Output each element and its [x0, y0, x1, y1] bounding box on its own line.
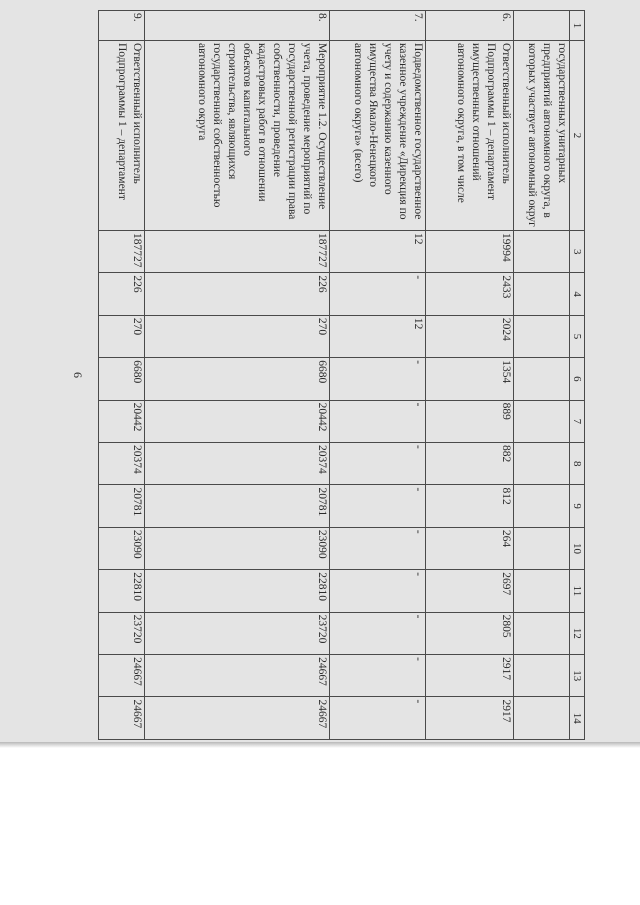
cell-value: 270 — [99, 315, 145, 357]
cell-value: 270 — [145, 315, 330, 357]
cell-value — [514, 443, 570, 485]
cell-value: 22810 — [99, 570, 145, 612]
table-row — [426, 11, 514, 740]
cell-value: - — [330, 443, 426, 485]
column-header: 12 — [570, 612, 585, 654]
cell-value: - — [330, 400, 426, 442]
cell-value: - — [330, 697, 426, 740]
cell-value — [514, 231, 570, 273]
cell-value: 2917 — [426, 697, 514, 740]
cell-value: 1354 — [426, 358, 514, 400]
table-row — [514, 11, 570, 740]
page-number: 6 — [71, 372, 85, 378]
cell-value: 20781 — [99, 485, 145, 527]
cell-value — [514, 273, 570, 315]
cell-value: 12 — [330, 231, 426, 273]
cell-value — [514, 655, 570, 697]
cell-value: 24667 — [145, 655, 330, 697]
column-header: 9 — [570, 485, 585, 527]
cell-value: 12 — [330, 315, 426, 357]
cell-value: 23720 — [145, 612, 330, 654]
paper-edge-shadow — [0, 742, 640, 748]
column-header: 1 — [570, 11, 585, 41]
column-header: 13 — [570, 655, 585, 697]
cell-value: 19994 — [426, 231, 514, 273]
cell-value: 187727 — [99, 231, 145, 273]
cell-value: - — [330, 527, 426, 569]
cell-value — [514, 527, 570, 569]
row-name: Ответственный исполнитель Подпрограммы 1 – департамент — [99, 41, 145, 231]
cell-value: - — [330, 655, 426, 697]
column-header: 14 — [570, 697, 585, 740]
row-name: Мероприятие 1.2. Осуществление учета, проведение мероприятий по государственной регистрации права собственности, проведение кадастровых работ в отношении объектов капитального строительства, являющихся государственной собственностью автономного округа — [145, 41, 330, 231]
column-header: 7 — [570, 400, 585, 442]
row-number: 6. — [426, 11, 514, 41]
row-name: Ответственный исполнитель Подпрограммы 1 – департамент имущественных отношений автономного округа, в том числе — [426, 41, 514, 231]
table-row — [99, 11, 145, 740]
table-row — [145, 11, 330, 740]
row-number: 7. — [330, 11, 426, 41]
cell-value — [514, 485, 570, 527]
cell-value: 882 — [426, 443, 514, 485]
cell-value: 187727 — [145, 231, 330, 273]
cell-value: 2024 — [426, 315, 514, 357]
rotated-page-content — [71, 10, 585, 740]
column-header: 6 — [570, 358, 585, 400]
row-name: Подведомственное государственное казенное учреждение «Дирекция по учету и содержанию казенного имущества Ямало-Ненецкого автономного округа» (всего) — [330, 41, 426, 231]
column-header: 3 — [570, 231, 585, 273]
cell-value: - — [330, 273, 426, 315]
cell-value: - — [330, 358, 426, 400]
cell-value: 23090 — [145, 527, 330, 569]
column-header: 5 — [570, 315, 585, 357]
cell-value: 889 — [426, 400, 514, 442]
row-number: 9. — [99, 11, 145, 41]
cell-value: 23720 — [99, 612, 145, 654]
column-header: 2 — [570, 41, 585, 231]
row-number — [514, 11, 570, 41]
cell-value — [514, 315, 570, 357]
cell-value: 20781 — [145, 485, 330, 527]
cell-value: 2433 — [426, 273, 514, 315]
column-header: 8 — [570, 443, 585, 485]
cell-value — [514, 570, 570, 612]
cell-value: 20374 — [145, 443, 330, 485]
cell-value: 6680 — [145, 358, 330, 400]
row-name: государственных унитарных предприятий автономного округа, в которых участвует автономный округ — [514, 41, 570, 231]
row-number: 8. — [145, 11, 330, 41]
cell-value — [514, 400, 570, 442]
table-row — [330, 11, 426, 740]
cell-value: 24667 — [145, 697, 330, 740]
cell-value: 22810 — [145, 570, 330, 612]
cell-value: 2697 — [426, 570, 514, 612]
cell-value: 24667 — [99, 697, 145, 740]
cell-value: 6680 — [99, 358, 145, 400]
budget-table — [98, 10, 585, 740]
cell-value: 24667 — [99, 655, 145, 697]
cell-value: 2917 — [426, 655, 514, 697]
cell-value — [514, 358, 570, 400]
cell-value: - — [330, 570, 426, 612]
cell-value — [514, 612, 570, 654]
cell-value: 20374 — [99, 443, 145, 485]
cell-value: 20442 — [145, 400, 330, 442]
cell-value: 2805 — [426, 612, 514, 654]
cell-value: 812 — [426, 485, 514, 527]
cell-value: - — [330, 485, 426, 527]
cell-value: 264 — [426, 527, 514, 569]
cell-value: 226 — [145, 273, 330, 315]
column-header: 4 — [570, 273, 585, 315]
cell-value: 20442 — [99, 400, 145, 442]
cell-value: - — [330, 612, 426, 654]
cell-value — [514, 697, 570, 740]
cell-value: 23090 — [99, 527, 145, 569]
column-header: 11 — [570, 570, 585, 612]
cell-value: 226 — [99, 273, 145, 315]
table-header-row — [570, 11, 585, 740]
column-header: 10 — [570, 527, 585, 569]
